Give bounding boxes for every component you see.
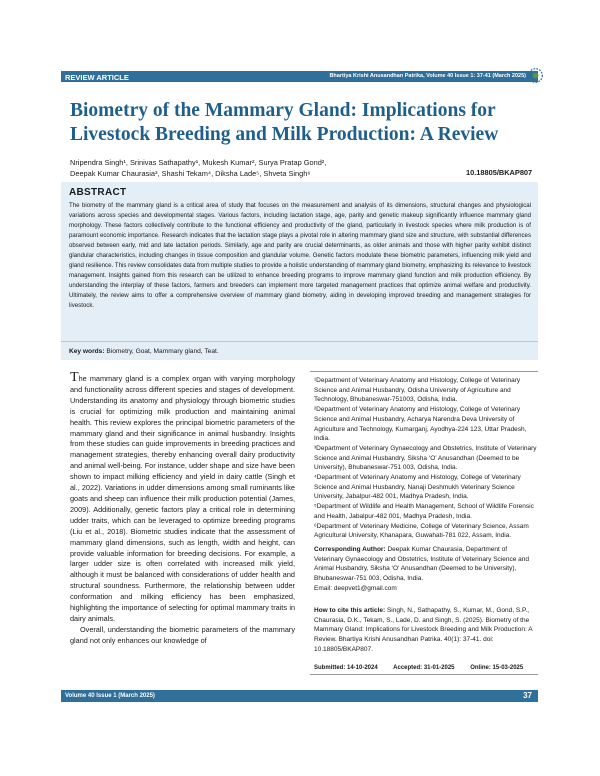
keywords-list: Biometry, Goat, Mammary gland, Teat. xyxy=(106,348,219,355)
abstract-heading: ABSTRACT xyxy=(69,187,127,198)
journal-header-bar xyxy=(61,71,538,82)
affiliation-item: ⁶Department of Veterinary Medicine, College of Veterinary Science, Assam Agricultural University, Khanapara, Guwahati-781 022, Assam, India. xyxy=(314,522,529,540)
page-footer xyxy=(61,690,538,702)
publication-dates xyxy=(314,665,538,671)
author-line: Deepak Kumar Chaurasia³, Shashi Tekam⁴, Diksha Lade⁵, Shveta Singh⁶ xyxy=(70,169,311,178)
citation xyxy=(314,606,538,655)
citation-label: How to cite this article: xyxy=(314,607,386,614)
page-number: 37 xyxy=(523,691,532,700)
body-paragraph-text: he mammary gland is a complex organ with varying morphology and functionality across different species and stages of development. Understanding its anatomy and physiology through biometric studies is crucial for optimizing milk production and maintaining animal health. This review explores the principal biometric parameters of the mammary gland and their significance in animal husbandry. Insights from these studies can guide improvements in breeding practices and management strategies, thereby enhancing overall dairy productivity and animal well-being. For instance, udder shape and size have been shown to impact milking efficiency and yield in dairy cattle (Singh et al., 2022). Variations in udder dimensions among small ruminants like goats and sheep can influence their milk production potential (James, 2009). Additionally, genetic factors play a critical role in determining udder traits, which can be leveraged to optimize breeding programs (Liu et al., 2018). Biometric studies indicate that the assessment of mammary gland dimensions, such as length, width and height, can provide valuable information for breeding decisions. For example, a larger udder size is often correlated with increased milk yield, although it must be balanced with considerations of udder health and structural soundness. Furthermore, the relationship between udder conformation and milking efficiency has been emphasized, highlighting the importance of selecting for optimal mammary traits in dairy animals. xyxy=(70,374,295,623)
doi-label[interactable]: 10.18805/BKAP807 xyxy=(466,168,533,177)
corresponding-author xyxy=(314,545,538,594)
journal-info: Bhartiya Krishi Anusandhan Patrika, Volume 40 Issue 1: 37-41 (March 2025) xyxy=(329,73,526,79)
abstract-text: The biometry of the mammary gland is a critical area of study that focuses on the measurement and analysis of its dimensions, structural changes and physiological variations across species and developmental stages. Various factors, including lactation stage, age, parity and genetic makeup significantly influence mammary gland morphology. These factors collectively contribute to the functional efficiency and productivity of the gland, particularly in livestock species where milk production is of paramount economic importance. Research indicates that the lactation stage plays a pivotal role in altering mammary gland size and structure, with substantial differences observed between early, mid and late lactation periods. Similarly, age and parity are crucial determinants, as older animals and those with higher parity exhibit distinct glandular characteristics, including changes in tissue composition and glandular volume. Genetic factors modulate these biometric parameters, influencing milk yield and gland resilience. This review consolidates data from multiple studies to provide a holistic understanding of mammary gland biometry, emphasizing its relevance to livestock management. Insights gained from this research can be utilized to enhance breeding programs to improve mammary gland function and milk production efficiency. By understanding the interplay of these factors, farmers and breeders can implement more targeted management practices that optimize animal welfare and productivity. Ultimately, the review aims to offer a comprehensive overview of mammary gland biometry, aiding in developing improved breeding and management strategies for livestock. xyxy=(69,202,531,309)
affiliation-item: ⁵Department of Wildlife and Health Management, School of Wildlife Forensic and Health, Jabalpur-482 001, Madhya Pradesh, India. xyxy=(314,503,534,520)
corresponding-email[interactable]: Email: deepvet1@gmail.com xyxy=(314,584,397,592)
keywords-label: Key words: xyxy=(69,348,105,355)
submitted-date: Submitted: 14-10-2024 xyxy=(314,665,378,671)
accepted-date: Accepted: 31-01-2025 xyxy=(393,665,455,671)
affiliation-item: ¹Department of Veterinary Anatomy and Histology, College of Veterinary Science and Animal Husbandry, Odisha University of Agriculture and Technology, Bhubaneswar-751003, Odisha, India. xyxy=(314,377,521,404)
article-type-label: REVIEW ARTICLE xyxy=(65,72,129,82)
divider xyxy=(61,341,538,342)
online-date: Online: 15-03-2025 xyxy=(470,665,524,671)
author-line: Nripendra Singh¹, Srinivas Sathapathy¹, Mukesh Kumar², Surya Pratap Gond², xyxy=(70,158,327,167)
footer-issue: Volume 40 Issue 1 (March 2025) xyxy=(65,692,155,699)
abstract-box xyxy=(61,182,538,360)
author-list xyxy=(70,157,450,179)
corresponding-text: Deepak Kumar Chaurasia, Department of Veterinary Gynaecology and Obstetrics, Institute of Veterinary Science and Animal Husbandry, Siksha ‘O’ Anusandhan (Deemed to be University), Bhubaneswar-751 003, Odisha, India. xyxy=(314,546,529,583)
affiliation-item: ³Department of Veterinary Gynaecology and Obstetrics, Institute of Veterinary Science and Animal Husbandry, Siksha ‘O’ Anusandhan (Deemed to be University), Bhubaneswar-751 003, Odisha, India. xyxy=(314,444,537,472)
affiliation-item: ²Department of Veterinary Anatomy and Histology, College of Veterinary Science and Animal Husbandry, Acharya Narendra Deva University of Agriculture and Technology, Kumarganj, Ayodhya-224 123, Uttar Pradesh, India. xyxy=(314,406,527,443)
corresponding-label: Corresponding Author: xyxy=(314,546,386,553)
article-title: Biometry of the Mammary Gland: Implications for Livestock Breeding and Milk Production: A Review xyxy=(70,100,499,145)
divider xyxy=(310,371,538,372)
body-paragraph: Overall, understanding the biometric parameters of the mammary gland not only enhances our knowledge of xyxy=(70,624,295,645)
citation-text: Singh, N., Sathapathy, S., Kumar, M., Gond, S.P., Chaurasia, D.K., Tekam, S., Lade, D. and Singh, S. (2025). Biometry of the Mammary Gland: Implications for Livestock Breeding and Milk Production: A Review. Bhartiya Krishi Anusandhan Patrika. 40(1): 37-41. doi: 10.18805/BKAP807. xyxy=(314,607,533,653)
drop-cap: T xyxy=(70,370,79,385)
keywords xyxy=(69,348,219,355)
affiliations xyxy=(314,376,538,541)
divider xyxy=(310,674,538,675)
affiliation-item: ⁴Department of Veterinary Anatomy and Histology, College of Veterinary Science and Animal Husbandry, Nanaji Deshmukh Veterinary Science University, Jabalpur-482 001, Madhya Pradesh, India. xyxy=(314,474,521,501)
body-paragraph xyxy=(70,370,295,625)
journal-logo-icon xyxy=(527,67,544,84)
body-column xyxy=(70,370,295,647)
